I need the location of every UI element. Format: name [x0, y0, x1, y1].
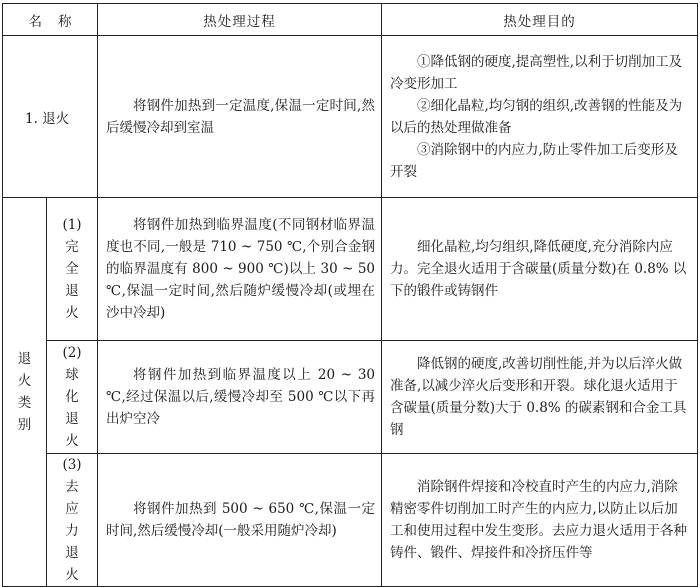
type-purpose-stress-relief: 消除钢件焊接和冷校直时产生的内应力,消除精密零件切削加工时产生的内应力,以防止以后加工和使用过程中发生变形。去应力退火适用于各种铸件、锻件、焊接件和冷挤压件等: [382, 454, 698, 587]
type-label-spheroidize: (2) 球 化 退 火: [47, 341, 98, 454]
type-row-spheroidize: [3, 341, 698, 454]
type-process-spheroidize: 将钢件加热到临界温度以上 20 ~ 30 ℃,经过保温以后,缓慢冷却至 500 ℃以下再出炉空冷: [98, 341, 382, 454]
type-label-stress-relief: (3) 去 应 力 退 火: [47, 454, 98, 587]
header-name: 名 称: [3, 4, 98, 36]
type-row-full: [3, 198, 698, 341]
type-process-stress-relief: 将钢件加热到 500 ~ 650 ℃,保温一定时间,然后缓慢冷却(一般采用随炉冷却): [98, 454, 382, 587]
type-row-stress-relief: [3, 454, 698, 587]
annealing-purpose-2: ②细化晶粒,均匀钢的组织,改善钢的性能及为以后的热处理做准备: [390, 97, 683, 136]
header-purpose: 热处理目的: [382, 4, 698, 36]
type-purpose-full: 细化晶粒,均匀组织,降低硬度,充分消除内应力。完全退火适用于含碳量(质量分数)在 0.8% 以下的锻件或铸钢件: [382, 198, 698, 341]
annealing-name: 1. 退火: [3, 36, 98, 198]
annealing-row: [3, 36, 698, 198]
annealing-process: 将钢件加热到一定温度,保温一定时间,然后缓慢冷却到室温: [98, 36, 382, 198]
annealing-purpose-3: ③消除钢中的内应力,防止零件加工后变形及开裂: [390, 141, 678, 180]
annealing-purpose-1: ①降低钢的硬度,提高塑性,以利于切削加工及冷变形加工: [390, 53, 683, 92]
type-purpose-spheroidize: 降低钢的硬度,改善切削性能,并为以后淬火做准备,以减少淬火后变形和开裂。球化退火适用于含碳量(质量分数)大于 0.8% 的碳素钢和合金工具钢: [382, 341, 698, 454]
annealing-table: [2, 3, 698, 587]
annealing-purpose: [382, 36, 698, 198]
category-label: 退 火 类 别: [3, 198, 47, 587]
type-process-full: 将钢件加热到临界温度(不同钢材临界温度也不同,一般是 710 ~ 750 ℃,个别合金钢的临界温度有 800 ~ 900 ℃)以上 30 ~ 50 ℃,保温一定时间,然后随炉缓慢冷却(或埋在沙中冷却): [98, 198, 382, 341]
header-row: [3, 4, 698, 36]
type-label-full: (1) 完 全 退 火: [47, 198, 98, 341]
header-process: 热处理过程: [98, 4, 382, 36]
